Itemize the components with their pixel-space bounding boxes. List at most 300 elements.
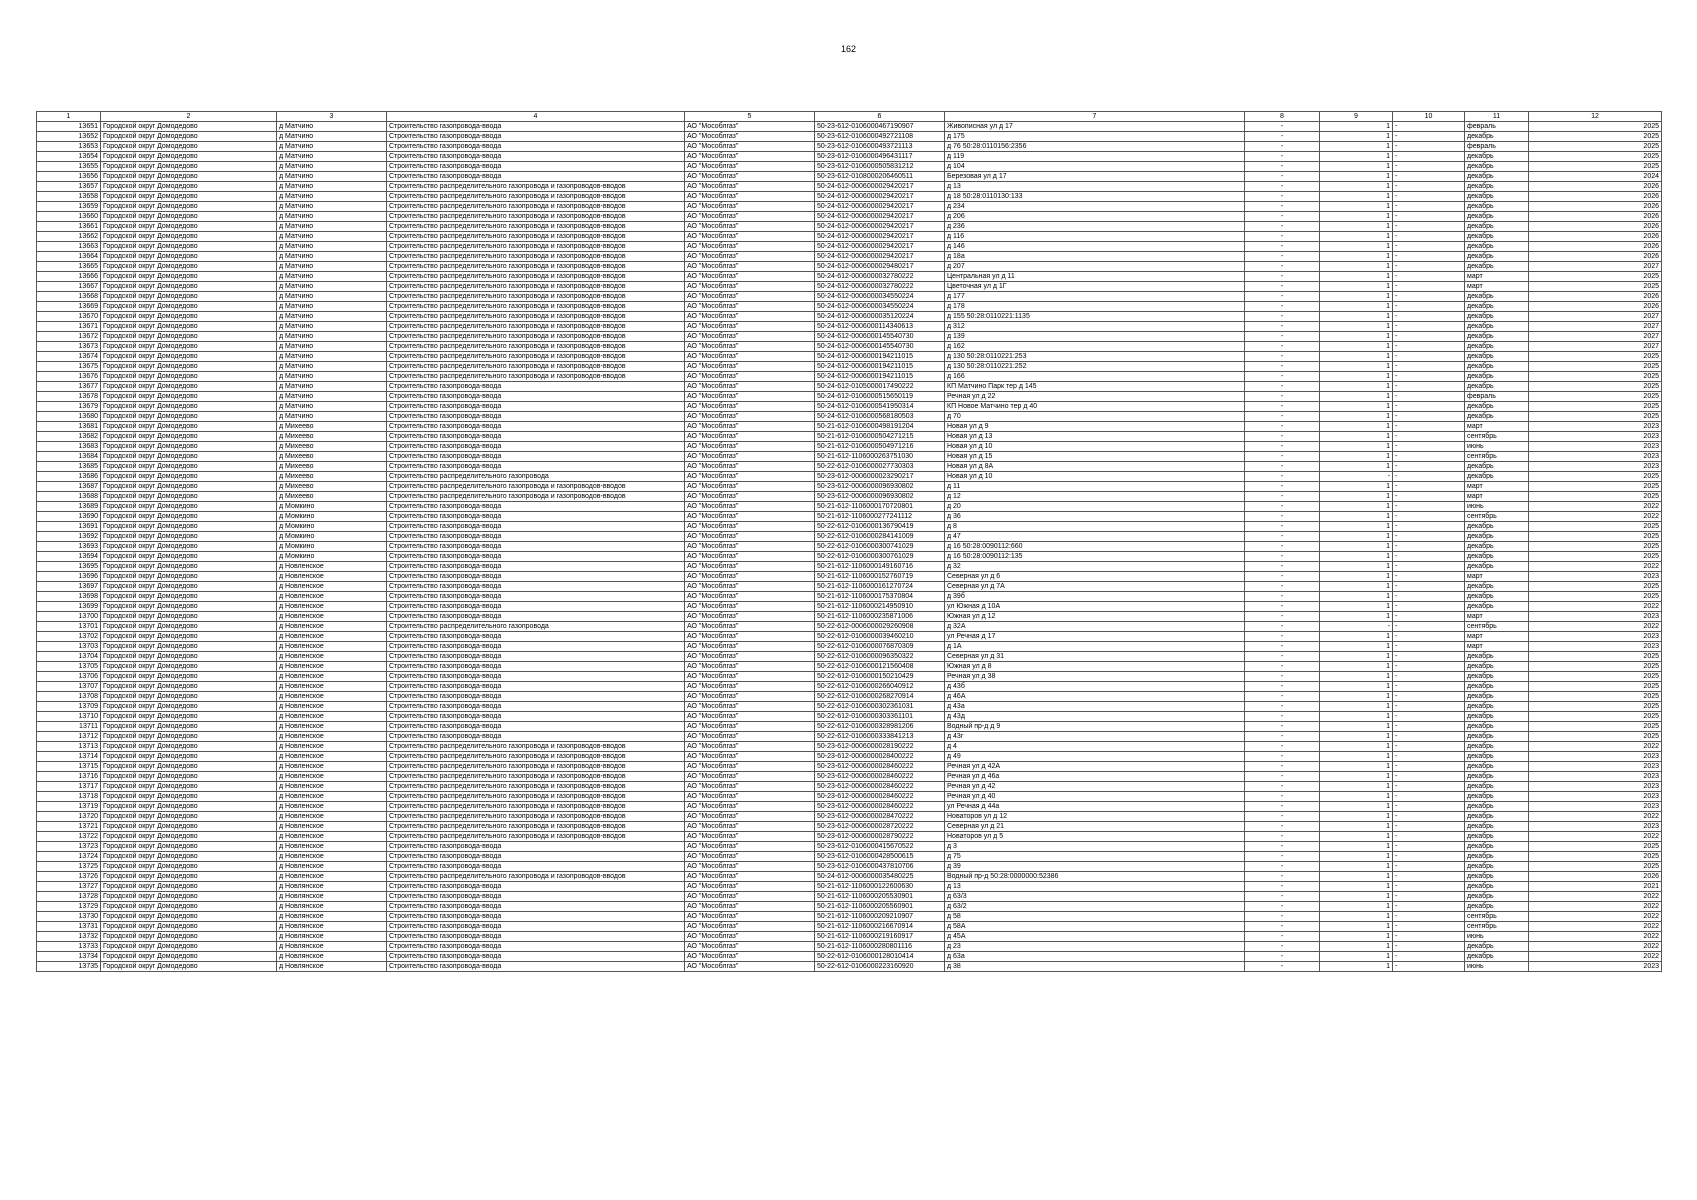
page-number: 162 [840,44,857,54]
table-cell-col-5: АО "Мособлгаз" [685,732,815,742]
table-cell-col-2: Городской округ Домодедово [101,162,277,172]
table-row [37,302,1662,312]
table-cell-col-8: - [1245,142,1320,152]
table-cell-col-10: - [1393,242,1465,252]
table-row [37,362,1662,372]
table-cell-col-9: 1 [1320,702,1393,712]
table-cell-col-7: д 11 [945,482,1245,492]
table-cell-col-4: Строительство газопровода-ввода [387,732,685,742]
table-cell-col-8: - [1245,482,1320,492]
table-cell-col-4: Строительство распределительного газопровода и газопроводов-вводов [387,372,685,382]
table-row [37,612,1662,622]
table-cell-col-4: Строительство газопровода-ввода [387,672,685,682]
table-cell-col-5: АО "Мособлгаз" [685,852,815,862]
table-cell-col-4: Строительство распределительного газопровода [387,622,685,632]
table-cell-col-7: д 43г [945,732,1245,742]
table-row [37,492,1662,502]
table-cell-col-10: - [1393,942,1465,952]
table-cell-col-1: 13733 [37,942,101,952]
table-cell-col-2: Городской округ Домодедово [101,172,277,182]
table-cell-col-7: Живописная ул д 17 [945,122,1245,132]
table-cell-col-7: д 45А [945,932,1245,942]
table-cell-col-5: АО "Мособлгаз" [685,932,815,942]
table-cell-col-12: 2025 [1529,402,1662,412]
table-cell-col-10: - [1393,892,1465,902]
table-cell-col-2: Городской округ Домодедово [101,722,277,732]
table-cell-col-9: 1 [1320,342,1393,352]
table-cell-col-2: Городской округ Домодедово [101,222,277,232]
table-cell-col-1: 13717 [37,782,101,792]
table-cell-col-6: 50-24-612-0006000194211015 [815,372,945,382]
table-cell-col-5: АО "Мособлгаз" [685,902,815,912]
table-cell-col-10: - [1393,222,1465,232]
table-cell-col-1: 13654 [37,152,101,162]
table-cell-col-11: декабрь [1465,292,1529,302]
table-cell-col-6: 50-23-612-0106000505831212 [815,162,945,172]
table-cell-col-8: - [1245,682,1320,692]
table-cell-col-9: 1 [1320,222,1393,232]
table-cell-col-10: - [1393,732,1465,742]
table-cell-col-9: 1 [1320,362,1393,372]
table-cell-col-3: д Момкино [277,522,387,532]
table-cell-col-1: 13700 [37,612,101,622]
table-cell-col-11: декабрь [1465,742,1529,752]
table-cell-col-5: АО "Мособлгаз" [685,922,815,932]
table-cell-col-1: 13686 [37,472,101,482]
table-cell-col-11: декабрь [1465,542,1529,552]
table-cell-col-12: 2025 [1529,852,1662,862]
table-cell-col-4: Строительство газопровода-ввода [387,652,685,662]
table-cell-col-7: д 58А [945,922,1245,932]
table-cell-col-9: 1 [1320,462,1393,472]
table-cell-col-8: - [1245,742,1320,752]
table-cell-col-8: - [1245,452,1320,462]
table-cell-col-4: Строительство газопровода-ввода [387,582,685,592]
table-cell-col-5: АО "Мособлгаз" [685,122,815,132]
table-cell-col-11: июнь [1465,442,1529,452]
table-cell-col-2: Городской округ Домодедово [101,502,277,512]
table-cell-col-11: декабрь [1465,902,1529,912]
table-cell-col-2: Городской округ Домодедово [101,592,277,602]
table-cell-col-5: АО "Мособлгаз" [685,752,815,762]
table-cell-col-3: д Матчино [277,262,387,272]
table-cell-col-9: 1 [1320,902,1393,912]
table-cell-col-8: - [1245,842,1320,852]
table-cell-col-4: Строительство газопровода-ввода [387,902,685,912]
table-cell-col-4: Строительство газопровода-ввода [387,572,685,582]
table-cell-col-12: 2025 [1529,382,1662,392]
table-cell-col-6: 50-24-612-0006000114340613 [815,322,945,332]
table-row [37,652,1662,662]
table-cell-col-12: 2025 [1529,352,1662,362]
table-row [37,722,1662,732]
table-cell-col-1: 13714 [37,752,101,762]
table-cell-col-4: Строительство газопровода-ввода [387,132,685,142]
table-cell-col-10: - [1393,582,1465,592]
table-cell-col-5: АО "Мособлгаз" [685,372,815,382]
table-cell-col-6: 50-24-612-0105000017490222 [815,382,945,392]
table-cell-col-1: 13657 [37,182,101,192]
table-cell-col-2: Городской округ Домодедово [101,692,277,702]
column-header-9: 9 [1320,112,1393,122]
table-cell-col-10: - [1393,842,1465,852]
table-cell-col-12: 2025 [1529,492,1662,502]
table-cell-col-4: Строительство газопровода-ввода [387,432,685,442]
table-cell-col-8: - [1245,802,1320,812]
table-cell-col-4: Строительство газопровода-ввода [387,392,685,402]
table-cell-col-2: Городской округ Домодедово [101,632,277,642]
table-cell-col-11: декабрь [1465,462,1529,472]
table-cell-col-6: 50-22-612-0006000029260908 [815,622,945,632]
table-cell-col-5: АО "Мособлгаз" [685,172,815,182]
table-cell-col-10: - [1393,312,1465,322]
table-cell-col-1: 13684 [37,452,101,462]
table-cell-col-8: - [1245,662,1320,672]
table-cell-col-5: АО "Мособлгаз" [685,562,815,572]
table-cell-col-11: декабрь [1465,382,1529,392]
table-cell-col-7: д 36 [945,512,1245,522]
table-cell-col-8: - [1245,432,1320,442]
table-cell-col-11: декабрь [1465,752,1529,762]
table-cell-col-7: Новая ул д 13 [945,432,1245,442]
table-cell-col-5: АО "Мособлгаз" [685,272,815,282]
table-cell-col-7: д 166 [945,372,1245,382]
table-cell-col-4: Строительство распределительного газопровода и газопроводов-вводов [387,262,685,272]
table-cell-col-1: 13703 [37,642,101,652]
table-cell-col-11: март [1465,632,1529,642]
table-cell-col-10: - [1393,602,1465,612]
table-cell-col-11: июнь [1465,932,1529,942]
table-cell-col-2: Городской округ Домодедово [101,812,277,822]
table-cell-col-9: 1 [1320,642,1393,652]
table-cell-col-12: 2024 [1529,172,1662,182]
table-cell-col-3: д Новленское [277,682,387,692]
table-cell-col-7: Новаторов ул д 5 [945,832,1245,842]
table-cell-col-1: 13678 [37,392,101,402]
table-cell-col-10: - [1393,632,1465,642]
table-cell-col-5: АО "Мособлгаз" [685,412,815,422]
table-cell-col-4: Строительство распределительного газопровода и газопроводов-вводов [387,222,685,232]
table-cell-col-11: декабрь [1465,172,1529,182]
table-cell-col-3: д Матчино [277,132,387,142]
table-cell-col-12: 2023 [1529,782,1662,792]
table-cell-col-12: 2025 [1529,652,1662,662]
table-cell-col-8: - [1245,902,1320,912]
table-cell-col-3: д Момкино [277,532,387,542]
table-cell-col-2: Городской округ Домодедово [101,662,277,672]
table-cell-col-11: март [1465,282,1529,292]
table-cell-col-6: 50-23-612-0006000028400222 [815,752,945,762]
table-cell-col-5: АО "Мособлгаз" [685,802,815,812]
table-cell-col-4: Строительство газопровода-ввода [387,892,685,902]
table-cell-col-8: - [1245,572,1320,582]
table-cell-col-11: декабрь [1465,362,1529,372]
table-cell-col-12: 2023 [1529,772,1662,782]
table-cell-col-4: Строительство газопровода-ввода [387,882,685,892]
table-cell-col-3: д Момкино [277,502,387,512]
table-cell-col-12: 2026 [1529,872,1662,882]
table-cell-col-12: 2025 [1529,732,1662,742]
table-cell-col-12: 2023 [1529,632,1662,642]
table-cell-col-4: Строительство газопровода-ввода [387,942,685,952]
table-cell-col-6: 50-22-612-0106000121560408 [815,662,945,672]
table-cell-col-5: АО "Мособлгаз" [685,432,815,442]
table-cell-col-7: д 13 [945,182,1245,192]
table-cell-col-7: д 130 50:28:0110221:253 [945,352,1245,362]
table-cell-col-11: декабрь [1465,552,1529,562]
table-row [37,322,1662,332]
table-cell-col-8: - [1245,262,1320,272]
table-cell-col-7: Речная ул д 42А [945,762,1245,772]
table-cell-col-7: д 47 [945,532,1245,542]
table-row [37,942,1662,952]
table-cell-col-10: - [1393,342,1465,352]
table-cell-col-1: 13727 [37,882,101,892]
table-cell-col-3: д Матчино [277,292,387,302]
table-cell-col-8: - [1245,932,1320,942]
table-cell-col-1: 13666 [37,272,101,282]
table-cell-col-11: декабрь [1465,412,1529,422]
table-cell-col-12: 2026 [1529,192,1662,202]
table-cell-col-4: Строительство распределительного газопровода и газопроводов-вводов [387,282,685,292]
table-cell-col-2: Городской округ Домодедово [101,522,277,532]
table-cell-col-10: - [1393,422,1465,432]
table-cell-col-4: Строительство газопровода-ввода [387,552,685,562]
table-cell-col-11: декабрь [1465,232,1529,242]
table-cell-col-9: 1 [1320,832,1393,842]
table-cell-col-9: 1 [1320,192,1393,202]
table-cell-col-7: д 116 [945,232,1245,242]
table-cell-col-9: 1 [1320,672,1393,682]
table-row [37,892,1662,902]
table-cell-col-11: декабрь [1465,532,1529,542]
table-cell-col-4: Строительство газопровода-ввода [387,612,685,622]
table-cell-col-1: 13672 [37,332,101,342]
table-cell-col-5: АО "Мособлгаз" [685,742,815,752]
table-cell-col-1: 13728 [37,892,101,902]
table-cell-col-3: д Матчино [277,362,387,372]
table-cell-col-7: д 63/3 [945,892,1245,902]
table-cell-col-9: 1 [1320,762,1393,772]
table-cell-col-6: 50-24-612-0006000194211015 [815,362,945,372]
table-cell-col-1: 13683 [37,442,101,452]
table-cell-col-2: Городской округ Домодедово [101,872,277,882]
table-cell-col-5: АО "Мособлгаз" [685,872,815,882]
table-cell-col-1: 13685 [37,462,101,472]
table-row [37,822,1662,832]
table-cell-col-8: - [1245,622,1320,632]
table-cell-col-6: 50-24-612-0006000029420217 [815,202,945,212]
table-cell-col-12: 2023 [1529,802,1662,812]
table-cell-col-9: 1 [1320,552,1393,562]
table-cell-col-9: 1 [1320,532,1393,542]
table-cell-col-9: 1 [1320,232,1393,242]
table-cell-col-11: март [1465,642,1529,652]
table-cell-col-11: декабрь [1465,372,1529,382]
table-cell-col-9: 1 [1320,602,1393,612]
table-cell-col-12: 2022 [1529,502,1662,512]
table-cell-col-5: АО "Мособлгаз" [685,692,815,702]
table-cell-col-2: Городской округ Домодедово [101,512,277,522]
table-cell-col-10: - [1393,912,1465,922]
table-cell-col-11: декабрь [1465,822,1529,832]
table-cell-col-4: Строительство газопровода-ввода [387,522,685,532]
table-cell-col-5: АО "Мособлгаз" [685,462,815,472]
table-row [37,422,1662,432]
table-cell-col-11: декабрь [1465,952,1529,962]
table-cell-col-10: - [1393,452,1465,462]
table-cell-col-3: д Матчино [277,222,387,232]
table-cell-col-10: - [1393,252,1465,262]
table-cell-col-8: - [1245,422,1320,432]
table-row [37,192,1662,202]
table-cell-col-2: Городской округ Домодедово [101,712,277,722]
table-cell-col-1: 13715 [37,762,101,772]
table-cell-col-4: Строительство распределительного газопровода и газопроводов-вводов [387,762,685,772]
table-row [37,292,1662,302]
table-cell-col-6: 50-23-612-0106000492721108 [815,132,945,142]
table-cell-col-6: 50-22-612-0106000284141009 [815,532,945,542]
table-cell-col-3: д Новленское [277,662,387,672]
table-cell-col-8: - [1245,832,1320,842]
table-cell-col-9: 1 [1320,682,1393,692]
table-cell-col-8: - [1245,642,1320,652]
table-cell-col-5: АО "Мособлгаз" [685,622,815,632]
table-cell-col-4: Строительство распределительного газопровода и газопроводов-вводов [387,252,685,262]
table-cell-col-3: д Матчино [277,192,387,202]
table-cell-col-10: - [1393,772,1465,782]
table-row [37,282,1662,292]
table-row [37,312,1662,322]
table-cell-col-7: Южная ул д 12 [945,612,1245,622]
table-cell-col-4: Строительство распределительного газопровода и газопроводов-вводов [387,792,685,802]
table-row [37,502,1662,512]
table-cell-col-7: д 175 [945,132,1245,142]
table-cell-col-3: д Новлянское [277,922,387,932]
table-cell-col-10: - [1393,382,1465,392]
table-cell-col-2: Городской округ Домодедово [101,582,277,592]
table-cell-col-1: 13723 [37,842,101,852]
table-cell-col-10: - [1393,292,1465,302]
table-cell-col-7: КП Новое Матчино тер д 40 [945,402,1245,412]
table-cell-col-2: Городской округ Домодедово [101,122,277,132]
table-cell-col-8: - [1245,162,1320,172]
table-cell-col-9: 1 [1320,792,1393,802]
table-cell-col-12: 2022 [1529,902,1662,912]
table-cell-col-9: 1 [1320,212,1393,222]
table-cell-col-12: 2022 [1529,892,1662,902]
table-cell-col-6: 50-22-612-0106000128010414 [815,952,945,962]
table-cell-col-7: Новая ул д 10 [945,472,1245,482]
table-cell-col-5: АО "Мособлгаз" [685,452,815,462]
table-cell-col-2: Городской округ Домодедово [101,282,277,292]
table-cell-col-9: 1 [1320,452,1393,462]
table-cell-col-1: 13659 [37,202,101,212]
table-cell-col-2: Городской округ Домодедово [101,422,277,432]
table-cell-col-10: - [1393,412,1465,422]
table-cell-col-6: 50-22-612-0106000300761029 [815,552,945,562]
table-cell-col-11: декабрь [1465,872,1529,882]
table-cell-col-11: февраль [1465,142,1529,152]
table-row [37,122,1662,132]
table-cell-col-9: - [1320,472,1393,482]
table-cell-col-5: АО "Мособлгаз" [685,652,815,662]
table-cell-col-10: - [1393,832,1465,842]
table-cell-col-11: март [1465,422,1529,432]
table-cell-col-1: 13673 [37,342,101,352]
table-cell-col-2: Городской округ Домодедово [101,652,277,662]
table-row [37,542,1662,552]
table-cell-col-5: АО "Мособлгаз" [685,792,815,802]
table-cell-col-10: - [1393,132,1465,142]
table-cell-col-6: 50-22-612-0106000268270914 [815,692,945,702]
table-cell-col-5: АО "Мособлгаз" [685,842,815,852]
table-cell-col-7: д 4 [945,742,1245,752]
table-cell-col-9: 1 [1320,172,1393,182]
table-cell-col-7: Новаторов ул д 12 [945,812,1245,822]
table-cell-col-11: сентябрь [1465,622,1529,632]
table-cell-col-2: Городской округ Домодедово [101,762,277,772]
table-cell-col-2: Городской округ Домодедово [101,342,277,352]
table-cell-col-7: д 20 [945,502,1245,512]
table-cell-col-12: 2025 [1529,392,1662,402]
table-cell-col-1: 13732 [37,932,101,942]
table-cell-col-2: Городской округ Домодедово [101,142,277,152]
table-cell-col-1: 13718 [37,792,101,802]
table-cell-col-3: д Новлянское [277,952,387,962]
table-cell-col-9: 1 [1320,812,1393,822]
table-cell-col-5: АО "Мособлгаз" [685,522,815,532]
table-cell-col-5: АО "Мособлгаз" [685,142,815,152]
table-cell-col-8: - [1245,652,1320,662]
table-cell-col-1: 13662 [37,232,101,242]
table-cell-col-11: декабрь [1465,712,1529,722]
table-cell-col-1: 13682 [37,432,101,442]
table-cell-col-8: - [1245,522,1320,532]
table-cell-col-4: Строительство газопровода-ввода [387,722,685,732]
table-cell-col-7: д 13 [945,882,1245,892]
table-cell-col-9: 1 [1320,522,1393,532]
table-cell-col-7: д 43б [945,682,1245,692]
table-row [37,342,1662,352]
table-cell-col-11: март [1465,272,1529,282]
table-cell-col-4: Строительство распределительного газопровода и газопроводов-вводов [387,492,685,502]
table-cell-col-3: д Новленское [277,842,387,852]
table-cell-col-11: декабрь [1465,192,1529,202]
table-cell-col-9: 1 [1320,252,1393,262]
table-cell-col-11: сентябрь [1465,922,1529,932]
table-cell-col-1: 13668 [37,292,101,302]
table-cell-col-1: 13699 [37,602,101,612]
table-cell-col-8: - [1245,332,1320,342]
table-cell-col-12: 2025 [1529,122,1662,132]
table-cell-col-3: д Новленское [277,592,387,602]
table-cell-col-9: 1 [1320,912,1393,922]
table-cell-col-7: д 23 [945,942,1245,952]
table-cell-col-9: 1 [1320,892,1393,902]
table-cell-col-2: Городской округ Домодедово [101,562,277,572]
table-cell-col-4: Строительство распределительного газопровода и газопроводов-вводов [387,292,685,302]
table-cell-col-7: д 63а [945,952,1245,962]
table-cell-col-5: АО "Мособлгаз" [685,962,815,972]
table-cell-col-9: 1 [1320,722,1393,732]
table-row [37,932,1662,942]
table-cell-col-5: АО "Мособлгаз" [685,212,815,222]
table-cell-col-5: АО "Мособлгаз" [685,312,815,322]
table-cell-col-1: 13695 [37,562,101,572]
table-cell-col-11: декабрь [1465,682,1529,692]
table-cell-col-1: 13713 [37,742,101,752]
